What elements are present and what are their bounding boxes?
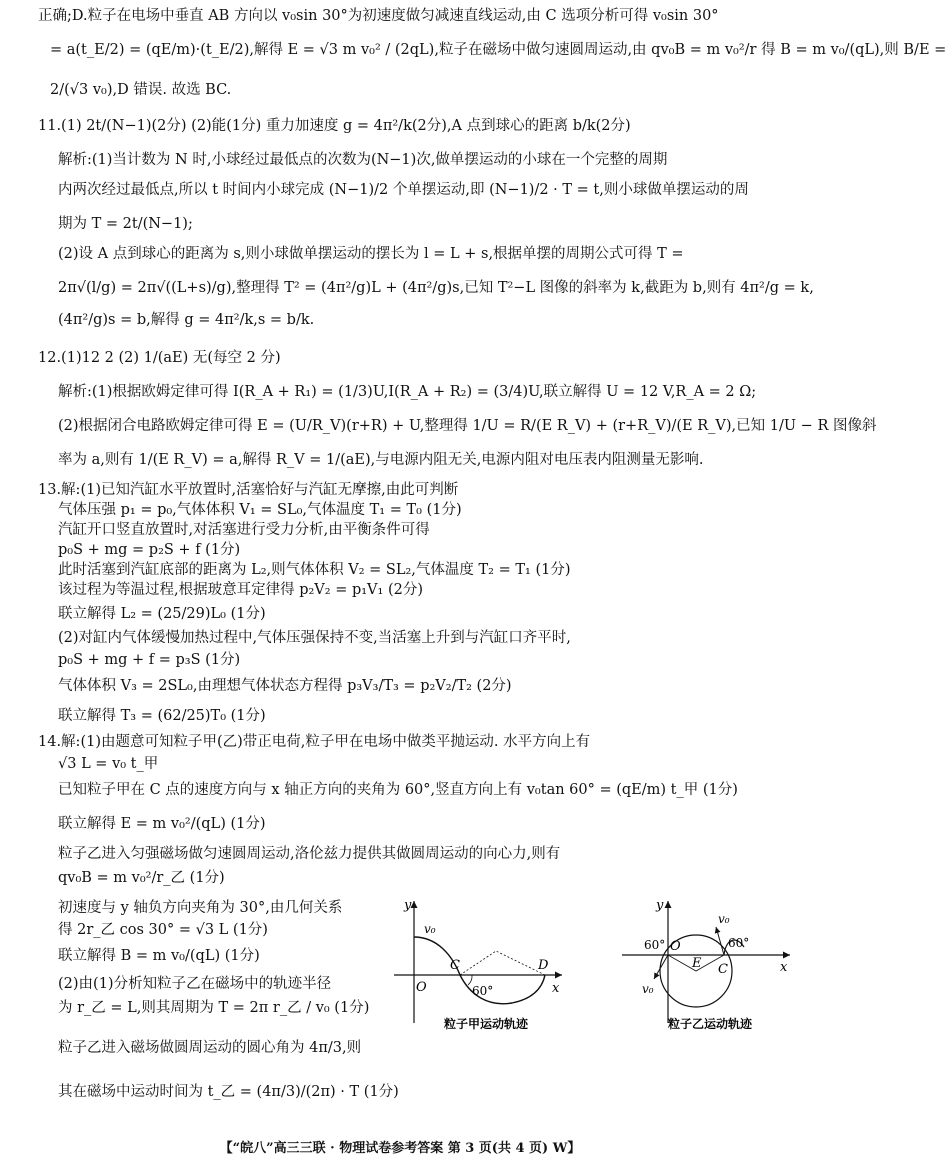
text-line: 气体压强 p₁ = p₀,气体体积 V₁ = SL₀,气体温度 T₁ = T₀ (1分) [58,502,462,518]
origin-label: O [416,980,427,995]
point-d-label: D [538,958,549,973]
origin-label: O [670,939,681,954]
v0-label: v₀ [424,922,436,936]
text-line: (2)设 A 点到球心的距离为 s,则小球做单摆运动的摆长为 l = L + s,根据单摆的周期公式可得 T = [58,246,684,262]
text-line: 解析:(1)根据欧姆定律可得 I(R_A + R₁) = (1/3)U,I(R_A + R₂) = (3/4)U,联立解得 U = 12 V,R_A = 2 Ω; [58,384,757,400]
text-line: 2π√(l/g) = 2π√((L+s)/g),整理得 T² = (4π²/g)L + (4π²/g)s,已知 T²−L 图像的斜率为 k,截距为 b,则有 4π²/g = k, [58,280,814,296]
text-line: 粒子乙进入磁场做圆周运动的圆心角为 4π/3,则 [58,1040,362,1056]
text-line: (2)根据闭合电路欧姆定律可得 E = (U/R_V)(r+R) + U,整理得 1/U = R/(E R_V) + (r+R_V)/(E R_V),已知 1/U − R 图像斜 [58,418,877,434]
angle-label-left: 60° [644,938,666,952]
q13-answer: 13.解:(1)已知汽缸水平放置时,活塞恰好与汽缸无摩擦,由此可判断 [38,482,459,498]
text-line: 2/(√3 v₀),D 错误. 故选 BC. [50,82,232,98]
figure-caption: 粒子甲运动轨迹 [444,1017,529,1031]
text-line: 气体体积 V₃ = 2SL₀,由理想气体状态方程得 p₃V₃/T₃ = p₂V₂/T₂ (2分) [58,678,512,694]
q14-answer: 14.解:(1)由题意可知粒子甲(乙)带正电荷,粒子甲在电场中做类平抛运动. 水平方向上有 [38,734,591,750]
text-line: 已知粒子甲在 C 点的速度方向与 x 轴正方向的夹角为 60°,竖直方向上有 v₀tan 60° = (qE/m) t_甲 (1分) [58,782,738,798]
y-axis-label: y [656,898,664,913]
text-line: 为 r_乙 = L,则其周期为 T = 2π r_乙 / v₀ (1分) [58,1000,370,1016]
dashed-path [460,951,545,975]
angle-label-right: 60° [728,936,750,950]
text-line: 联立解得 T₃ = (62/25)T₀ (1分) [58,708,266,724]
text-line: 正确;D.粒子在电场中垂直 AB 方向以 v₀sin 30°为初速度做匀减速直线运动,由 C 选项分析可得 v₀sin 30° [38,8,719,24]
figure-particle-jia [392,895,567,1035]
text-line: (2)由(1)分析知粒子乙在磁场中的轨迹半径 [58,976,332,992]
text-line: 该过程为等温过程,根据玻意耳定律得 p₂V₂ = p₁V₁ (2分) [58,582,423,598]
text-line: (2)对缸内气体缓慢加热过程中,气体压强保持不变,当活塞上升到与汽缸口齐平时, [58,630,571,646]
text-line: 此时活塞到汽缸底部的距离为 L₂,则气体体积 V₂ = SL₂,气体温度 T₂ = T₁ (1分) [58,562,571,578]
text-line: 汽缸开口竖直放置时,对活塞进行受力分析,由平衡条件可得 [58,522,430,538]
text-line: 联立解得 E = m v₀²/(qL) (1分) [58,816,266,832]
text-line: 粒子乙进入匀强磁场做匀速圆周运动,洛伦兹力提供其做圆周运动的向心力,则有 [58,846,561,862]
x-axis-label: x [552,981,560,996]
v0-exit-label: v₀ [718,912,730,926]
page-footer: 【“皖八”高三三联 · 物理试卷参考答案 第 3 页(共 4 页) W】 [219,1141,581,1156]
text-line: 其在磁场中运动时间为 t_乙 = (4π/3)/(2π) · T (1分) [58,1084,399,1100]
point-c-label: C [450,958,460,973]
angle-label: 60° [472,984,494,998]
v0-entry-label: v₀ [642,982,654,996]
figure-particle-yi [618,895,796,1035]
x-axis-label: x [780,960,788,975]
text-line: (4π²/g)s = b,解得 g = 4π²/k,s = b/k. [58,312,315,328]
text-line: p₀S + mg + f = p₃S (1分) [58,652,241,668]
exit-velocity [716,927,724,955]
text-line: 联立解得 L₂ = (25/29)L₀ (1分) [58,606,266,622]
text-line: 得 2r_乙 cos 30° = √3 L (1分) [58,922,268,938]
entry-velocity [654,955,668,979]
text-line: 期为 T = 2t/(N−1); [58,216,193,232]
text-line: p₀S + mg = p₂S + f (1分) [58,542,241,558]
figure-caption: 粒子乙运动轨迹 [668,1017,753,1031]
text-line: √3 L = v₀ t_甲 [58,756,159,772]
text-line: 联立解得 B = m v₀/(qL) (1分) [58,948,260,964]
y-axis-label: y [404,898,412,913]
point-e-label: E [692,956,702,971]
text-line: 内两次经过最低点,所以 t 时间内小球完成 (N−1)/2 个单摆运动,即 (N−1)/2 · T = t,则小球做单摆运动的周 [58,182,749,198]
text-line: qv₀B = m v₀²/r_乙 (1分) [58,870,225,886]
text-line: 解析:(1)当计数为 N 时,小球经过最低点的次数为(N−1)次,做单摆运动的小球在一个完整的周期 [58,152,668,168]
q11-answer: 11.(1) 2t/(N−1)(2分) (2)能(1分) 重力加速度 g = 4π²/k(2分),A 点到球心的距离 b/k(2分) [38,118,631,134]
text-line: 初速度与 y 轴负方向夹角为 30°,由几何关系 [58,900,343,916]
q12-answer: 12.(1)12 2 (2) 1/(aE) 无(每空 2 分) [38,350,281,366]
point-c-label: C [718,962,728,977]
text-line: = a(t_E/2) = (qE/m)·(t_E/2),解得 E = √3 m v₀² / (2qL),粒子在磁场中做匀速圆周运动,由 qv₀B = m v₀²/r 得 B = m v₀/(qL),则 B/E = [50,42,946,58]
text-line: 率为 a,则有 1/(E R_V) = a,解得 R_V = 1/(aE),与电源内阻无关,电源内阻对电压表内阻测量无影响. [58,452,704,468]
